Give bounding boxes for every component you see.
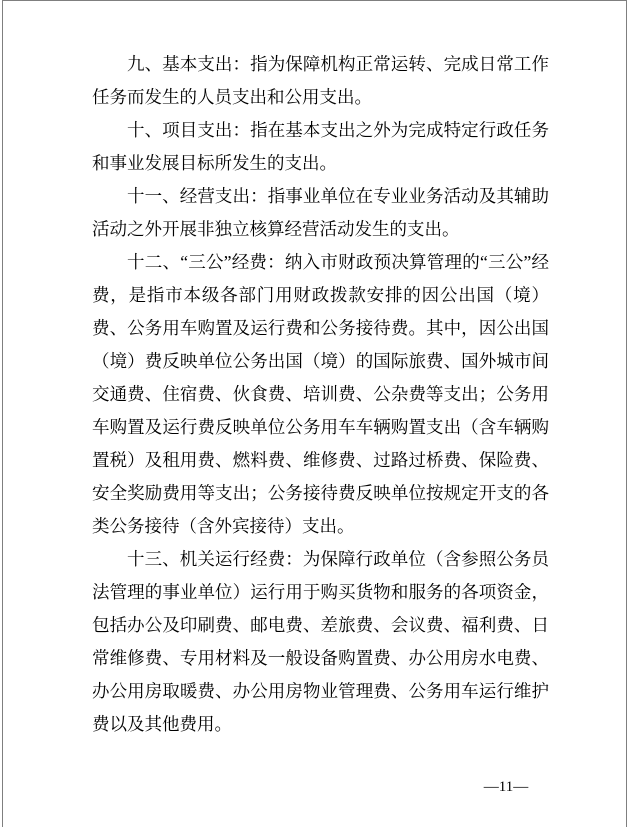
- paragraph-project-expenditure: 十、项目支出：指在基本支出之外为完成特定行政任务和事业发展目标所发生的支出。: [92, 120, 549, 173]
- document-page: [2, 0, 627, 827]
- paragraph-three-public-funds: 十二、“三公”经费：纳入市财政预决算管理的“三公”经费，是指市本级各部门用财政拨款安排的因公出国（境）费、公务用车购置及运行费和公务接待费。其中，因公出国（境）费反映单位公务出国（境）的国际旅费、国外城市间交通费、住宿费、伙食费、培训费、公杂费等支出；公务用车购置及运行费反映单位公务用车车辆购置支出（含车辆购置税）及租用费、燃料费、维修费、过路过桥费、保险费、安全奖励费用等支出；公务接待费反映单位按规定开支的各类公务接待（含外宾接待）支出。: [92, 252, 549, 536]
- paragraph-operating-expenditure: 十一、经营支出：指事业单位在专业业务活动及其辅助活动之外开展非独立核算经营活动发生的支出。: [92, 186, 549, 239]
- paragraph-agency-operating-funds: 十三、机关运行经费：为保障行政单位（含参照公务员法管理的事业单位）运行用于购买货物和服务的各项资金，包括办公及印刷费、邮电费、差旅费、会议费、福利费、日常维修费、专用材料及一般设备购置费、办公用房水电费、办公用房取暖费、办公用房物业管理费、公务用车运行维护费以及其他费用。: [92, 549, 549, 734]
- page-number: —11—: [483, 779, 529, 795]
- paragraph-basic-expenditure: 九、基本支出：指为保障机构正常运转、完成日常工作任务而发生的人员支出和公用支出。: [92, 54, 549, 107]
- document-body: [92, 48, 549, 741]
